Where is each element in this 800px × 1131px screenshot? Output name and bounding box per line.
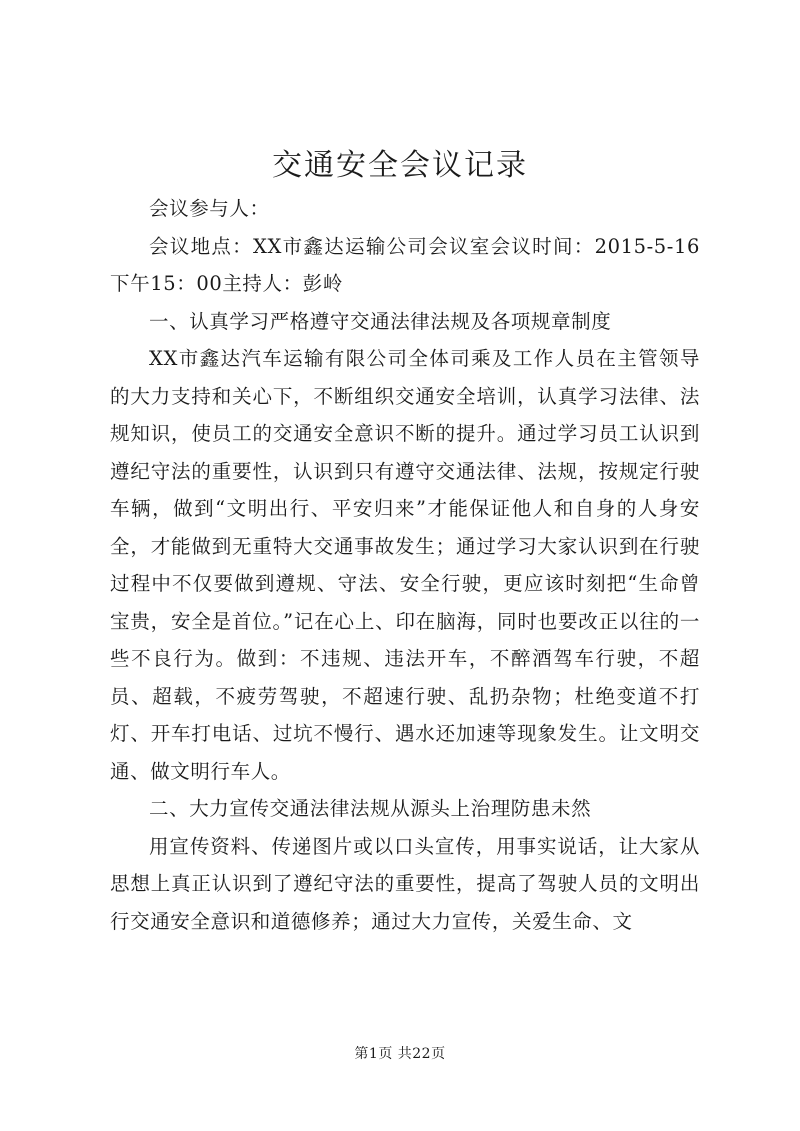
document-body bbox=[110, 190, 700, 940]
page-footer: 第1页 共22页 bbox=[354, 1046, 446, 1062]
section-heading-1: 一、认真学习严格遵守交通法律法规及各项规章制度 bbox=[149, 309, 612, 333]
section-body-2: 用宣传资料、传递图片或以口头宣传，用事实说话，让大家从思想上真正认识到了遵纪守法的重要性，提高了驾驶人员的文明出行交通安全意识和道德修养；通过大力宣传，关爱生命、文 bbox=[110, 834, 700, 933]
section-heading-2: 二、大力宣传交通法律法规从源头上治理防患未然 bbox=[149, 797, 592, 820]
meeting-info-paragraph: 会议地点：XX市鑫达运输公司会议室会议时间：2015-5-16下午15：00主持人：彭岭 bbox=[110, 234, 700, 295]
page-title: 交通安全会议记录 bbox=[272, 148, 528, 183]
section-body-1: XX市鑫达汽车运输有限公司全体司乘及工作人员在主管领导的大力支持和关心下，不断组织交通安全培训，认真学习法律、法规知识，使员工的交通安全意识不断的提升。通过学习员工认识到遵纪守法的重要性，认识到只有遵守交通法律、法规，按规定行驶车辆，做到“文明出行、平安归来”才能保证他人和自身的人身安全，才能做到无重特大交通事故发生；通过学习大家认识到在行驶过程中不仅要做到遵规、守法、安全行驶，更应该时刻把“生命曾宝贵，安全是首位。”记在心上、印在脑海，同时也要改正以往的一些不良行为。做到：不违规、违法开车，不醉酒驾车行驶，不超员、超载，不疲劳驾驶，不超速行驶、乱扔杂物；杜绝变道不打灯、开车打电话、过坑不慢行、遇水还加速等现象发生。让文明交通、做文明行车人。 bbox=[110, 347, 700, 783]
participants-line: 会议参与人： bbox=[149, 197, 270, 220]
